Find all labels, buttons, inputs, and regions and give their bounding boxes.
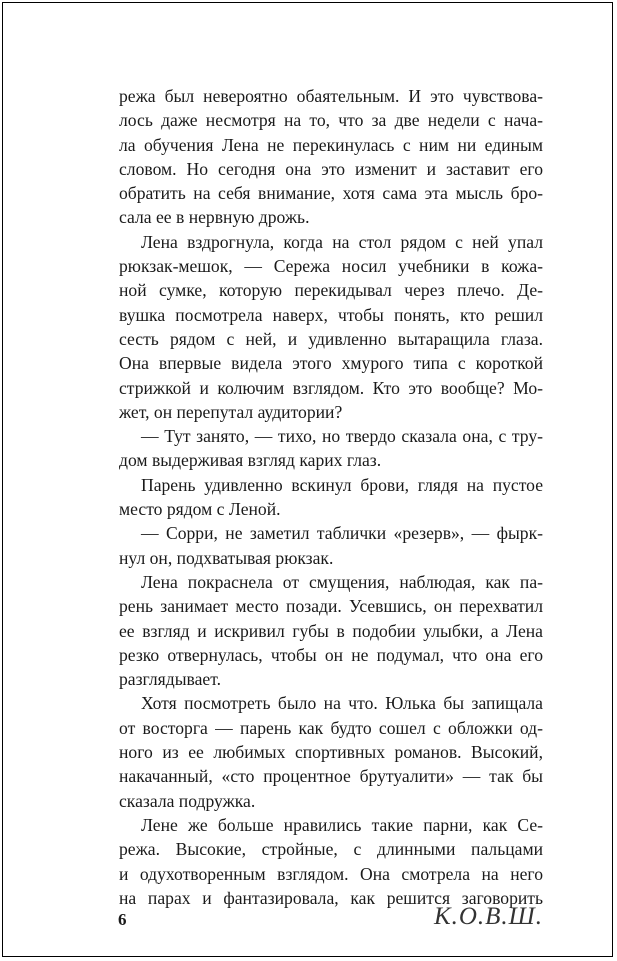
- text-line: — Тут занято, — тихо, но твердо сказала она, с тру-: [141, 426, 543, 447]
- text-line: от восторга — парень как будто сошел с обложки од-: [119, 717, 543, 738]
- text-line: словом. Но сегодня она это изменит и заставит его: [119, 158, 543, 179]
- text-line: ного из ее любимых спортивных романов. Высокий,: [119, 742, 543, 763]
- body-text: [119, 84, 543, 910]
- text-line: на парах и фантазировала, как решится заговорить: [119, 887, 543, 908]
- text-line: Лене же больше нравились такие парни, как Се-: [141, 814, 543, 835]
- text-line: нул он, подхватывая рюкзак.: [119, 547, 334, 568]
- text-line: стрижкой и колючим взглядом. Кто это вообще? Мо-: [119, 377, 543, 398]
- text-line: рень занимает место позади. Усевшись, он перехватил: [119, 596, 543, 617]
- text-line: режа был невероятно обаятельным. И это чувствова-: [119, 86, 543, 106]
- text-line: разглядывает.: [119, 669, 221, 690]
- text-line: лось даже несмотря на то, что за две недели с нача-: [119, 110, 543, 131]
- text-line: Хотя посмотреть было на что. Юлька бы запищала: [141, 693, 543, 714]
- text-line: вушка посмотрела наверх, чтобы понять, кто решил: [119, 304, 543, 325]
- text-line: место рядом с Леной.: [119, 499, 281, 520]
- paragraph: [119, 521, 543, 570]
- text-line: сала ее в нервную дрожь.: [119, 207, 310, 228]
- text-line: накачанный, «сто процентное брутуалити» — так бы: [119, 766, 543, 787]
- paragraph: [119, 84, 543, 230]
- text-line: Лена покраснела от смущения, наблюдая, как па-: [141, 571, 543, 592]
- text-line: дом выдерживая взгляд карих глаз.: [119, 450, 382, 471]
- text-line: обратить на себя внимание, хотя сама эта мысль бро-: [119, 183, 543, 204]
- text-line: рюкзак-мешок, — Сережа носил учебники в кожа-: [119, 256, 543, 277]
- text-line: ной сумке, которую перекидывал через плечо. Де-: [119, 280, 543, 301]
- page-number: 6: [118, 910, 127, 929]
- text-line: ее взгляд и искривил губы в подобии улыбки, а Лена: [119, 620, 543, 641]
- text-line: режа. Высокие, стройные, с длинными пальцами: [119, 839, 543, 860]
- text-line: Парень удивленно вскинул брови, глядя на пустое: [141, 474, 543, 495]
- text-line: ла обучения Лена не перекинулась с ним ни единым: [119, 134, 543, 155]
- paragraph: [119, 230, 543, 424]
- paragraph: [119, 473, 543, 522]
- text-line: сесть рядом с ней, и удивленно вытаращила глаза.: [119, 328, 543, 349]
- text-line: резко отвернулась, чтобы он не подумал, что она его: [119, 644, 543, 665]
- running-footer-author: К.О.В.Ш.: [433, 903, 543, 930]
- paragraph: [119, 570, 543, 691]
- text-line: Она впервые видела этого хмурого типа с короткой: [119, 353, 543, 374]
- text-line: и одухотворенным взглядом. Она смотрела на него: [119, 863, 543, 884]
- text-line: Лена вздрогнула, когда на стол рядом с ней упал: [141, 231, 543, 252]
- paragraph: [119, 424, 543, 473]
- paragraph: [119, 813, 543, 910]
- text-line: — Сорри, не заметил таблички «резерв», — фырк-: [141, 523, 543, 544]
- text-line: жет, он перепутал аудитории?: [119, 401, 343, 422]
- paragraph: [119, 691, 543, 812]
- text-line: сказала подружка.: [119, 790, 256, 811]
